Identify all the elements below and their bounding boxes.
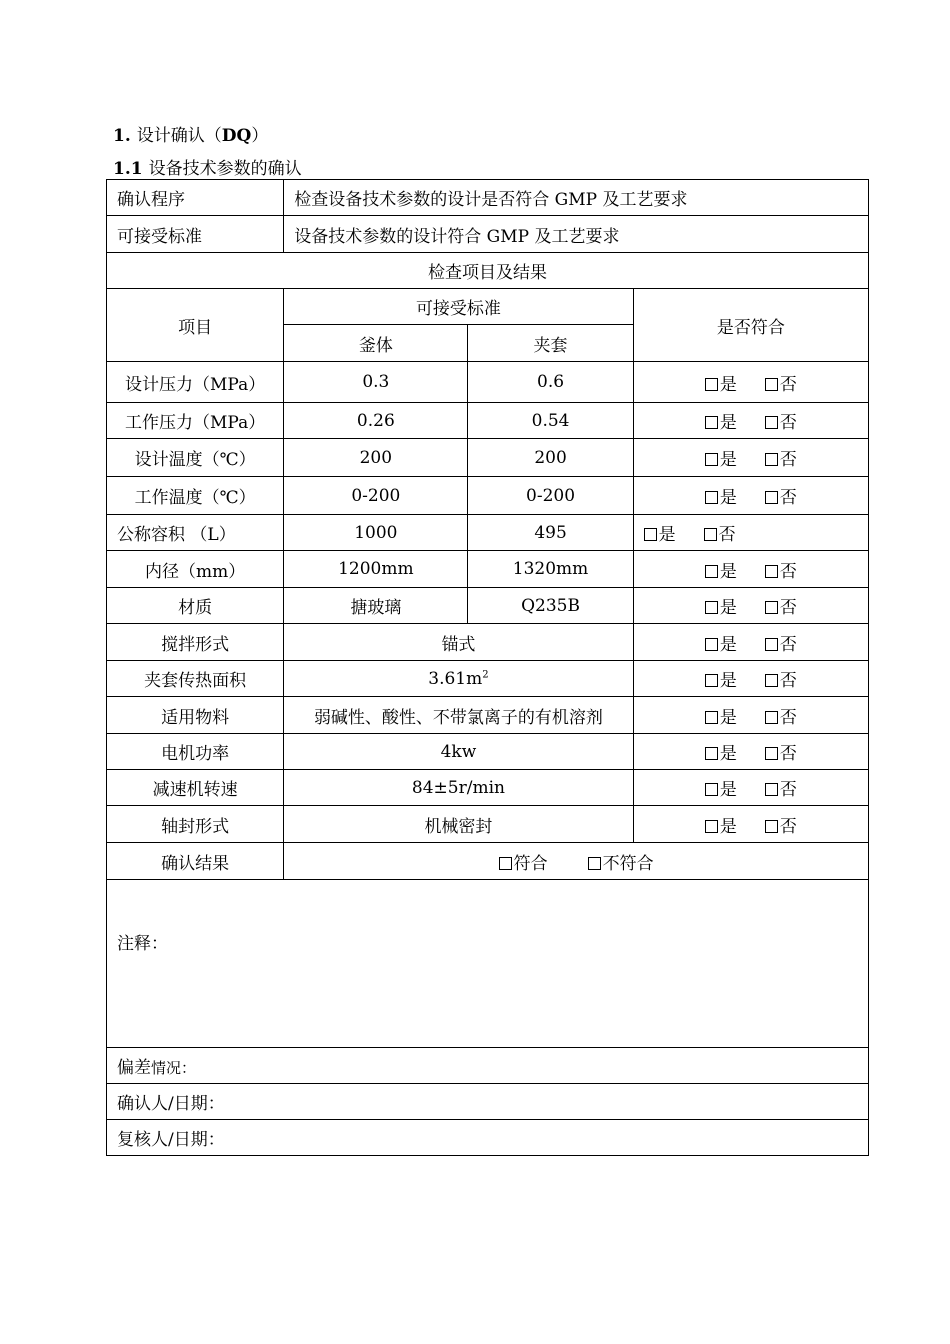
subsection-number: 1.1 bbox=[113, 159, 143, 179]
no-checkbox[interactable] bbox=[765, 747, 778, 760]
table-row bbox=[107, 806, 869, 843]
no-checkbox[interactable] bbox=[704, 528, 717, 541]
confirm-result-options bbox=[284, 843, 869, 880]
no-checkbox[interactable] bbox=[765, 565, 778, 578]
no-checkbox[interactable] bbox=[765, 491, 778, 504]
notes-cell[interactable] bbox=[107, 880, 869, 1048]
no-checkbox[interactable] bbox=[765, 783, 778, 796]
row-merged-value: 机械密封 bbox=[284, 806, 633, 843]
yes-label: 是 bbox=[719, 634, 737, 655]
no-label: 否 bbox=[779, 780, 797, 800]
row-item: 减速机转速 bbox=[107, 770, 284, 806]
row-item: 电机功率 bbox=[107, 734, 284, 770]
reviewer-row bbox=[107, 1120, 869, 1156]
row-item: 夹套传热面积 bbox=[107, 661, 284, 697]
procedure-row bbox=[107, 180, 869, 216]
no-checkbox[interactable] bbox=[765, 820, 778, 833]
conform-cell bbox=[633, 697, 868, 734]
conform-cell bbox=[633, 624, 868, 661]
table-row bbox=[107, 697, 869, 734]
yes-label: 是 bbox=[719, 744, 737, 764]
deviation-label-small: 情况： bbox=[151, 1059, 197, 1077]
conform-cell bbox=[633, 439, 868, 477]
results-title: 检查项目及结果 bbox=[107, 253, 869, 289]
row-merged-value: 锚式 bbox=[284, 624, 633, 661]
section-heading bbox=[113, 121, 268, 146]
row-kettle-value: 200 bbox=[284, 439, 468, 477]
column-header-row bbox=[107, 289, 869, 325]
pass-checkbox[interactable] bbox=[499, 857, 512, 870]
row-kettle-value: 0.3 bbox=[284, 362, 468, 403]
confirmer-row bbox=[107, 1084, 869, 1120]
no-label: 否 bbox=[779, 598, 797, 618]
table-row bbox=[107, 588, 869, 624]
row-jacket-value: 1320mm bbox=[468, 551, 633, 588]
table-row bbox=[107, 661, 869, 697]
superscript: 2 bbox=[482, 668, 489, 680]
row-item: 搅拌形式 bbox=[107, 624, 284, 661]
yes-checkbox[interactable] bbox=[705, 491, 718, 504]
conform-cell bbox=[633, 477, 868, 515]
confirmer-label[interactable]: 确认人/日期： bbox=[107, 1084, 869, 1120]
no-label: 否 bbox=[779, 374, 797, 395]
no-checkbox[interactable] bbox=[765, 416, 778, 429]
yes-label: 是 bbox=[719, 374, 737, 395]
yes-label: 是 bbox=[719, 413, 737, 433]
yes-label: 是 bbox=[719, 816, 737, 837]
dq-table bbox=[106, 179, 869, 1156]
yes-checkbox[interactable] bbox=[705, 378, 718, 391]
row-jacket-value: 0-200 bbox=[468, 477, 633, 515]
yes-checkbox[interactable] bbox=[705, 820, 718, 833]
yes-label: 是 bbox=[719, 598, 737, 618]
conform-cell bbox=[633, 770, 868, 806]
no-label: 否 bbox=[779, 671, 797, 691]
confirm-result-label: 确认结果 bbox=[107, 843, 284, 880]
row-item: 材质 bbox=[107, 588, 284, 624]
yes-checkbox[interactable] bbox=[705, 674, 718, 687]
yes-label: 是 bbox=[719, 488, 737, 508]
yes-label: 是 bbox=[719, 450, 737, 470]
procedure-label: 确认程序 bbox=[107, 180, 284, 216]
no-checkbox[interactable] bbox=[765, 638, 778, 651]
criteria-value: 设备技术参数的设计符合 GMP 及工艺要求 bbox=[284, 216, 869, 253]
conform-cell bbox=[633, 806, 868, 843]
no-label: 否 bbox=[779, 488, 797, 508]
no-checkbox[interactable] bbox=[765, 601, 778, 614]
col-kettle-header: 釜体 bbox=[284, 325, 468, 362]
row-jacket-value: 0.54 bbox=[468, 403, 633, 439]
yes-checkbox[interactable] bbox=[705, 783, 718, 796]
table-row bbox=[107, 403, 869, 439]
deviation-cell[interactable] bbox=[107, 1048, 869, 1084]
table-row bbox=[107, 624, 869, 661]
conform-cell bbox=[633, 588, 868, 624]
row-kettle-value: 0.26 bbox=[284, 403, 468, 439]
conform-cell bbox=[633, 403, 868, 439]
row-kettle-value: 1200mm bbox=[284, 551, 468, 588]
yes-label: 是 bbox=[719, 561, 737, 582]
conform-cell bbox=[633, 551, 868, 588]
no-label: 否 bbox=[779, 413, 797, 433]
table-row bbox=[107, 770, 869, 806]
section-title-suffix: ） bbox=[251, 126, 269, 146]
row-jacket-value: 0.6 bbox=[468, 362, 633, 403]
no-checkbox[interactable] bbox=[765, 674, 778, 687]
subsection-heading bbox=[113, 154, 302, 179]
row-kettle-value: 1000 bbox=[284, 515, 468, 551]
yes-checkbox[interactable] bbox=[705, 416, 718, 429]
row-merged-value: 3.61m bbox=[428, 668, 483, 689]
subsection-title: 设备技术参数的确认 bbox=[148, 159, 302, 179]
col-conform-header: 是否符合 bbox=[633, 289, 868, 362]
table-row bbox=[107, 362, 869, 403]
col-acceptance-header: 可接受标准 bbox=[284, 289, 633, 325]
table-row bbox=[107, 734, 869, 770]
row-item: 设计压力（MPa） bbox=[107, 362, 284, 403]
yes-checkbox[interactable] bbox=[644, 528, 657, 541]
row-merged-cell bbox=[284, 661, 633, 697]
conform-cell bbox=[633, 734, 868, 770]
no-label: 否 bbox=[779, 707, 797, 728]
yes-label: 是 bbox=[719, 671, 737, 691]
no-checkbox[interactable] bbox=[765, 378, 778, 391]
yes-label: 是 bbox=[658, 525, 676, 545]
col-item-header: 项目 bbox=[107, 289, 284, 362]
procedure-value: 检查设备技术参数的设计是否符合 GMP 及工艺要求 bbox=[284, 180, 869, 216]
yes-label: 是 bbox=[719, 780, 737, 800]
section-title-code: DQ bbox=[221, 126, 252, 146]
deviation-label: 偏差 bbox=[117, 1058, 151, 1078]
yes-label: 是 bbox=[719, 707, 737, 728]
yes-checkbox[interactable] bbox=[705, 601, 718, 614]
yes-checkbox[interactable] bbox=[705, 638, 718, 651]
row-item: 工作压力（MPa） bbox=[107, 403, 284, 439]
fail-checkbox[interactable] bbox=[588, 857, 601, 870]
row-item: 公称容积 （L） bbox=[107, 515, 284, 551]
yes-checkbox[interactable] bbox=[705, 453, 718, 466]
row-merged-value: 84±5r/min bbox=[284, 770, 633, 806]
table-row bbox=[107, 515, 869, 551]
section-number: 1. bbox=[113, 126, 131, 146]
no-label: 否 bbox=[779, 816, 797, 837]
row-item: 内径（mm） bbox=[107, 551, 284, 588]
conform-cell bbox=[633, 515, 868, 551]
results-title-row bbox=[107, 253, 869, 289]
table-row bbox=[107, 551, 869, 588]
no-checkbox[interactable] bbox=[765, 711, 778, 724]
confirm-result-row bbox=[107, 843, 869, 880]
pass-label: 符合 bbox=[513, 853, 548, 874]
no-label: 否 bbox=[779, 450, 797, 470]
row-item: 工作温度（℃） bbox=[107, 477, 284, 515]
fail-label: 不符合 bbox=[602, 853, 654, 874]
no-label: 否 bbox=[779, 561, 797, 582]
row-jacket-value: 200 bbox=[468, 439, 633, 477]
yes-checkbox[interactable] bbox=[705, 711, 718, 724]
yes-checkbox[interactable] bbox=[705, 747, 718, 760]
row-jacket-value: 495 bbox=[468, 515, 633, 551]
row-kettle-value: 0-200 bbox=[284, 477, 468, 515]
row-item: 设计温度（℃） bbox=[107, 439, 284, 477]
section-title-prefix: 设计确认（ bbox=[136, 126, 222, 146]
conform-cell bbox=[633, 661, 868, 697]
conform-cell bbox=[633, 362, 868, 403]
no-label: 否 bbox=[779, 634, 797, 655]
table-row bbox=[107, 477, 869, 515]
notes-row bbox=[107, 880, 869, 1048]
row-item: 轴封形式 bbox=[107, 806, 284, 843]
yes-checkbox[interactable] bbox=[705, 565, 718, 578]
row-item: 适用物料 bbox=[107, 697, 284, 734]
no-label: 否 bbox=[718, 525, 736, 545]
row-kettle-value: 搪玻璃 bbox=[284, 588, 468, 624]
notes-label: 注释： bbox=[117, 934, 168, 954]
reviewer-label[interactable]: 复核人/日期： bbox=[107, 1120, 869, 1156]
no-label: 否 bbox=[779, 744, 797, 764]
criteria-row bbox=[107, 216, 869, 253]
col-jacket-header: 夹套 bbox=[468, 325, 633, 362]
row-merged-value: 4kw bbox=[284, 734, 633, 770]
row-merged-value: 弱碱性、酸性、不带氯离子的有机溶剂 bbox=[284, 697, 633, 734]
no-checkbox[interactable] bbox=[765, 453, 778, 466]
table-row bbox=[107, 439, 869, 477]
deviation-row bbox=[107, 1048, 869, 1084]
row-jacket-value: Q235B bbox=[468, 588, 633, 624]
criteria-label: 可接受标准 bbox=[107, 216, 284, 253]
